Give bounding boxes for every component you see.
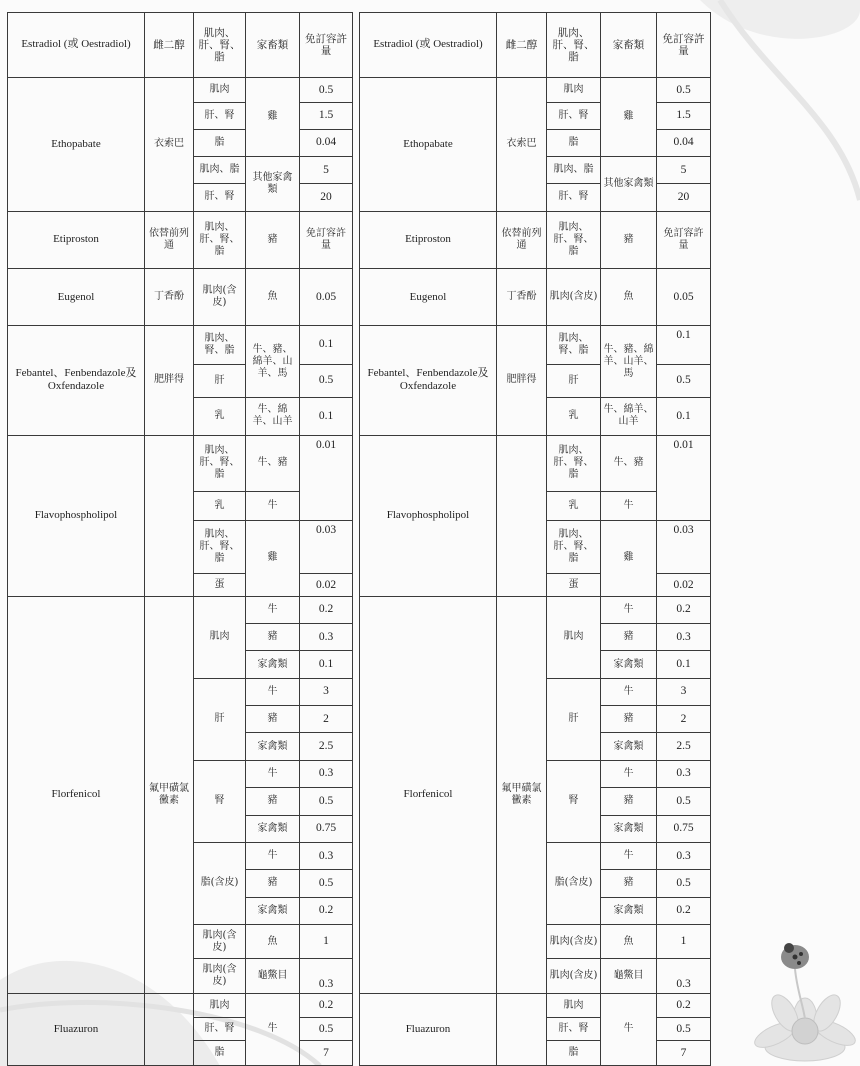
tissue-cell: 脂(含皮) [194, 842, 246, 924]
limit-value: 0.5 [657, 1018, 711, 1041]
tissue-cell: 肌肉 [547, 77, 601, 102]
limit-value: 0.5 [300, 1018, 353, 1041]
tissue-cell: 肌肉、脂 [194, 156, 246, 183]
compound-name: Ethopabate [8, 77, 145, 211]
species-cell: 牛、豬、綿羊、山羊、馬 [246, 326, 300, 398]
tissue-cell: 肌肉 [547, 596, 601, 678]
limit-value: 0.1 [300, 651, 353, 678]
compound-name: Florfenicol [360, 596, 497, 993]
species-cell: 家禽類 [601, 733, 657, 760]
limit-value: 0.3 [657, 842, 711, 869]
compound-chinese [145, 993, 194, 1065]
compound-chinese: 氟甲磺氯黴素 [497, 596, 547, 993]
limit-value: 0.01 [300, 435, 353, 520]
species-cell: 牛、豬 [601, 435, 657, 492]
tissue-cell: 肌肉、腎、脂 [194, 326, 246, 365]
compound-chinese [497, 993, 547, 1065]
limit-value: 0.5 [300, 364, 353, 397]
ladybug-on-flower-icon [735, 935, 860, 1066]
compound-name: Eugenol [8, 269, 145, 326]
species-cell: 豬 [246, 870, 300, 897]
species-cell: 家禽類 [246, 651, 300, 678]
species-cell: 雞 [601, 520, 657, 596]
limit-value: 0.03 [657, 520, 711, 574]
limit-value: 0.5 [300, 788, 353, 815]
header-compound: Estradiol (或 Oestradiol) [8, 13, 145, 78]
tissue-cell: 肌肉 [194, 993, 246, 1017]
limit-value: 0.1 [657, 398, 711, 435]
limit-value: 5 [657, 156, 711, 183]
species-cell: 豬 [246, 706, 300, 733]
tissue-cell: 脂 [194, 1041, 246, 1066]
header-compound: Estradiol (或 Oestradiol) [360, 13, 497, 78]
table-row [8, 269, 353, 326]
limit-value: 20 [657, 184, 711, 211]
limit-value: 0.3 [300, 624, 353, 651]
residue-limits-page [7, 12, 710, 1066]
tissue-cell: 肝 [547, 678, 601, 760]
species-cell: 牛、豬 [246, 435, 300, 492]
limit-value: 5 [300, 156, 353, 183]
compound-name: Etiproston [360, 211, 497, 269]
tissue-cell: 肌肉(含皮) [194, 269, 246, 326]
tissue-cell: 肌肉(含皮) [547, 959, 601, 993]
tissue-cell: 肝、腎 [194, 103, 246, 129]
species-cell: 家禽類 [601, 897, 657, 924]
tissue-cell: 肌肉、肝、腎、脂 [547, 435, 601, 492]
limit-value: 0.03 [300, 520, 353, 574]
right-residue-table [359, 12, 711, 1066]
table-row [8, 435, 353, 492]
species-cell: 牛 [601, 993, 657, 1065]
compound-chinese: 氟甲磺氯黴素 [145, 596, 194, 993]
species-cell: 魚 [601, 269, 657, 326]
tissue-cell: 肌肉 [547, 993, 601, 1017]
species-cell: 豬 [246, 211, 300, 269]
species-cell: 豬 [601, 211, 657, 269]
limit-value: 0.1 [300, 326, 353, 365]
limit-value: 0.3 [300, 959, 353, 993]
species-cell: 家禽類 [601, 815, 657, 842]
compound-name: Fluazuron [360, 993, 497, 1065]
limit-value: 0.75 [300, 815, 353, 842]
tissue-cell: 肌肉、肝、腎、脂 [194, 211, 246, 269]
species-cell: 魚 [601, 924, 657, 958]
tissue-cell: 肌肉、肝、腎、脂 [194, 435, 246, 492]
limit-value: 0.05 [300, 269, 353, 326]
header-limit: 免訂容許量 [657, 13, 711, 78]
tissue-cell: 肝 [194, 364, 246, 397]
species-cell: 牛 [601, 492, 657, 520]
tissue-cell: 腎 [547, 760, 601, 842]
compound-chinese: 丁香酚 [497, 269, 547, 326]
species-cell: 牛 [246, 842, 300, 869]
tissue-cell: 肌肉、肝、腎、脂 [547, 211, 601, 269]
limit-value: 0.2 [300, 897, 353, 924]
table-row [360, 77, 711, 102]
table-row [8, 993, 353, 1017]
limit-value: 0.5 [657, 77, 711, 102]
tissue-cell: 肌肉(含皮) [194, 924, 246, 958]
header-chinese-name: 雌二醇 [497, 13, 547, 78]
limit-value: 0.3 [300, 760, 353, 787]
species-cell: 牛 [246, 596, 300, 623]
compound-chinese: 衣索巴 [497, 77, 547, 211]
table-row [360, 269, 711, 326]
compound-chinese: 依替前列通 [497, 211, 547, 269]
table-row [360, 435, 711, 492]
species-cell: 豬 [601, 870, 657, 897]
species-cell: 雞 [246, 520, 300, 596]
tissue-cell: 脂(含皮) [547, 842, 601, 924]
limit-value: 0.3 [300, 842, 353, 869]
compound-chinese: 肥胖得 [497, 326, 547, 435]
species-cell: 雞 [601, 77, 657, 156]
compound-chinese: 依替前列通 [145, 211, 194, 269]
compound-name: Ethopabate [360, 77, 497, 211]
limit-value: 免訂容許量 [300, 211, 353, 269]
limit-value: 1 [657, 924, 711, 958]
limit-value: 20 [300, 184, 353, 211]
limit-value: 0.2 [300, 596, 353, 623]
tissue-cell: 肌肉(含皮) [547, 269, 601, 326]
species-cell: 豬 [601, 624, 657, 651]
species-cell: 牛 [601, 596, 657, 623]
compound-name: Fluazuron [8, 993, 145, 1065]
column-divider [352, 12, 359, 1066]
compound-name: Flavophospholipol [360, 435, 497, 596]
tissue-cell: 腎 [194, 760, 246, 842]
table-row [360, 326, 711, 365]
tissue-cell: 蛋 [194, 574, 246, 596]
header-chinese-name: 雌二醇 [145, 13, 194, 78]
tissue-cell: 蛋 [547, 574, 601, 596]
tissue-cell: 肝、腎 [547, 103, 601, 129]
tissue-cell: 脂 [547, 1041, 601, 1066]
tissue-cell: 乳 [194, 398, 246, 435]
compound-chinese [497, 435, 547, 596]
compound-chinese: 肥胖得 [145, 326, 194, 435]
header-species: 家畜類 [246, 13, 300, 78]
species-cell: 龜鱉目 [601, 959, 657, 993]
compound-name: Flavophospholipol [8, 435, 145, 596]
compound-name: Febantel、Fenbendazole及 Oxfendazole [8, 326, 145, 435]
limit-value: 2 [657, 706, 711, 733]
compound-name: Eugenol [360, 269, 497, 326]
table-row [8, 326, 353, 365]
header-tissue: 肌肉、肝、腎、脂 [194, 13, 246, 78]
tissue-cell: 肌肉、腎、脂 [547, 326, 601, 365]
species-cell: 家禽類 [246, 815, 300, 842]
compound-chinese: 丁香酚 [145, 269, 194, 326]
limit-value: 2 [300, 706, 353, 733]
species-cell: 牛 [601, 760, 657, 787]
compound-name: Febantel、Fenbendazole及 Oxfendazole [360, 326, 497, 435]
species-cell: 家禽類 [246, 733, 300, 760]
species-cell: 魚 [246, 924, 300, 958]
tissue-cell: 肌肉、肝、腎、脂 [547, 520, 601, 574]
limit-value: 0.5 [657, 364, 711, 397]
species-cell: 其他家禽類 [246, 156, 300, 211]
tissue-cell: 肝 [194, 678, 246, 760]
limit-value: 3 [657, 678, 711, 705]
species-cell: 牛 [601, 678, 657, 705]
species-cell: 牛 [601, 842, 657, 869]
table-header-row [360, 13, 711, 78]
limit-value: 0.2 [657, 993, 711, 1017]
species-cell: 牛 [246, 760, 300, 787]
tissue-cell: 肌肉 [194, 77, 246, 102]
limit-value: 0.2 [300, 993, 353, 1017]
species-cell: 牛、綿羊、山羊 [601, 398, 657, 435]
species-cell: 牛、綿羊、山羊 [246, 398, 300, 435]
species-cell: 家禽類 [601, 651, 657, 678]
species-cell: 家禽類 [246, 897, 300, 924]
limit-value: 0.5 [300, 77, 353, 102]
table-row [360, 993, 711, 1017]
table-row [8, 211, 353, 269]
tissue-cell: 乳 [194, 492, 246, 520]
limit-value: 7 [300, 1041, 353, 1066]
tissue-cell: 脂 [547, 129, 601, 156]
limit-value: 0.1 [300, 398, 353, 435]
limit-value: 0.5 [657, 870, 711, 897]
compound-chinese [145, 435, 194, 596]
limit-value: 3 [300, 678, 353, 705]
limit-value: 0.02 [657, 574, 711, 596]
compound-name: Florfenicol [8, 596, 145, 993]
tissue-cell: 肝、腎 [547, 184, 601, 211]
header-tissue: 肌肉、肝、腎、脂 [547, 13, 601, 78]
tissue-cell: 肌肉(含皮) [547, 924, 601, 958]
limit-value: 2.5 [300, 733, 353, 760]
limit-value: 0.04 [657, 129, 711, 156]
limit-value: 1 [300, 924, 353, 958]
species-cell: 雞 [246, 77, 300, 156]
limit-value: 1.5 [657, 103, 711, 129]
limit-value: 0.01 [657, 435, 711, 520]
limit-value: 0.3 [657, 760, 711, 787]
tissue-cell: 乳 [547, 398, 601, 435]
species-cell: 魚 [246, 269, 300, 326]
species-cell: 龜鱉目 [246, 959, 300, 993]
limit-value: 0.3 [657, 959, 711, 993]
table-header-row [8, 13, 353, 78]
species-cell: 牛 [246, 993, 300, 1065]
tissue-cell: 肌肉 [194, 596, 246, 678]
table-row [8, 596, 353, 623]
table-row [360, 596, 711, 623]
limit-value: 0.75 [657, 815, 711, 842]
species-cell: 豬 [601, 706, 657, 733]
compound-chinese: 衣索巴 [145, 77, 194, 211]
tissue-cell: 肌肉、肝、腎、脂 [194, 520, 246, 574]
species-cell: 牛、豬、綿羊、山羊、馬 [601, 326, 657, 398]
limit-value: 0.05 [657, 269, 711, 326]
tissue-cell: 肝、腎 [194, 1018, 246, 1041]
left-residue-table [7, 12, 353, 1066]
compound-name: Etiproston [8, 211, 145, 269]
limit-value: 0.1 [657, 651, 711, 678]
tissue-cell: 脂 [194, 129, 246, 156]
tissue-cell: 肌肉(含皮) [194, 959, 246, 993]
header-species: 家畜類 [601, 13, 657, 78]
limit-value: 0.04 [300, 129, 353, 156]
limit-value: 0.5 [300, 870, 353, 897]
tissue-cell: 肝、腎 [547, 1018, 601, 1041]
species-cell: 豬 [246, 788, 300, 815]
limit-value: 2.5 [657, 733, 711, 760]
limit-value: 0.1 [657, 326, 711, 365]
table-row [8, 77, 353, 102]
limit-value: 0.3 [657, 624, 711, 651]
limit-value: 1.5 [300, 103, 353, 129]
table-row [360, 211, 711, 269]
limit-value: 0.02 [300, 574, 353, 596]
species-cell: 其他家禽類 [601, 156, 657, 211]
species-cell: 牛 [246, 678, 300, 705]
species-cell: 豬 [601, 788, 657, 815]
tissue-cell: 乳 [547, 492, 601, 520]
tissue-cell: 肝、腎 [194, 184, 246, 211]
limit-value: 0.5 [657, 788, 711, 815]
limit-value: 0.2 [657, 596, 711, 623]
tissue-cell: 肝 [547, 364, 601, 397]
header-limit: 免訂容許量 [300, 13, 353, 78]
limit-value: 免訂容許量 [657, 211, 711, 269]
limit-value: 7 [657, 1041, 711, 1066]
species-cell: 豬 [246, 624, 300, 651]
tissue-cell: 肌肉、脂 [547, 156, 601, 183]
species-cell: 牛 [246, 492, 300, 520]
limit-value: 0.2 [657, 897, 711, 924]
